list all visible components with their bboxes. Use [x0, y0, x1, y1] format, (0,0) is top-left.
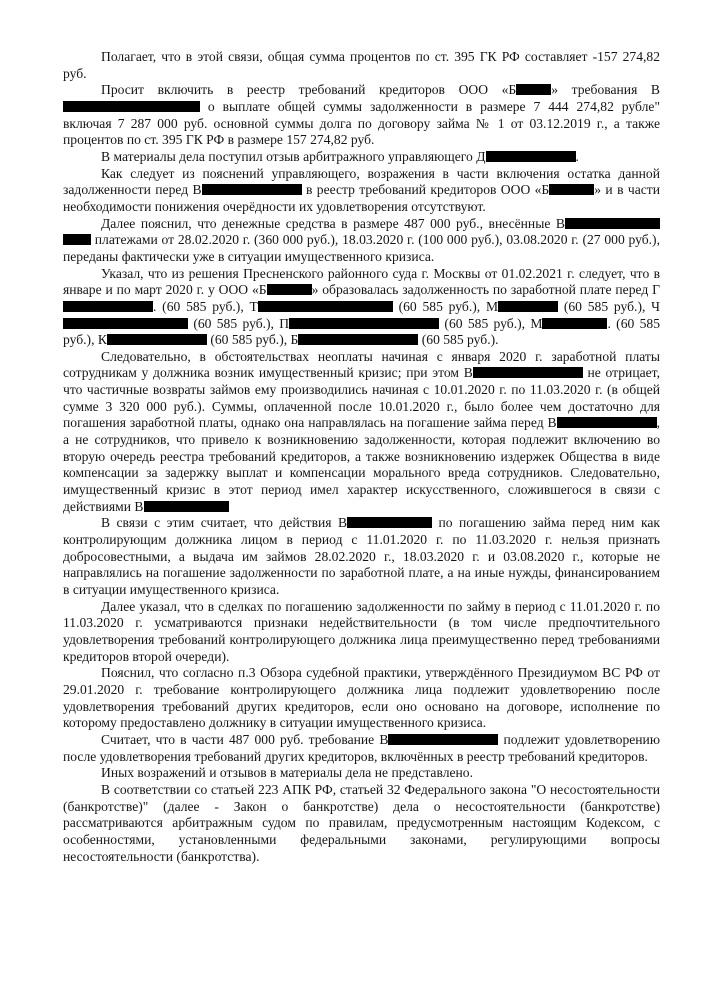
- text-run: (60 585 руб.), П: [188, 315, 290, 331]
- redaction-bar: [267, 284, 312, 295]
- redaction-bar: [298, 334, 418, 345]
- text-run: (60 585 руб.), М: [439, 315, 543, 331]
- redaction-bar: [498, 301, 558, 312]
- document-text-block: [63, 49, 660, 865]
- paragraph: [63, 166, 660, 216]
- paragraph: [63, 782, 660, 865]
- text-run: , а не сотрудников, что привело к возникновению задолженности, которая подлежит включению во вторую очередь реестра требований кредиторов, а также возникновению издержек Общества в виде компенсации за задержку выплат и компенсации морального вреда сотрудников. Следовательно, имущественный кризис в этот период имел характер искусственного, сложившегося в связи с действиями В: [63, 415, 660, 514]
- text-run: Просит включить в реестр требований кредиторов ООО «Б: [101, 82, 517, 98]
- redaction-bar: [549, 184, 594, 195]
- text-run: Пояснил, что согласно п.3 Обзора судебной практики, утверждённого Президиумом ВС РФ от 29.01.2020 г. требование контролирующего должника лица подлежит удовлетворению после удовлетворения требований других кредиторов, если оно основано на договоре, исполнение по которому предоставлено должнику в ситуации имущественного кризиса.: [63, 665, 660, 731]
- redaction-bar: [347, 517, 432, 528]
- redaction-bar: [63, 318, 188, 329]
- text-run: (60 585 руб.), М: [392, 298, 499, 314]
- text-run: Иных возражений и отзывов в материалы дела не представлено.: [101, 765, 473, 781]
- paragraph: [63, 82, 660, 149]
- text-run: В соответствии со статьей 223 АПК РФ, статьей 32 Федерального закона "О несостоятельности (банкротстве)" (далее - Закон о банкротстве) дела о несостоятельности (банкротстве) рассматриваются арбитражным судом по правилам, предусмотренным настоящим Кодексом, с особенностями, установленными федеральными законами, регулирующими вопросы несостоятельности (банкротства).: [63, 781, 660, 864]
- redaction-bar: [289, 318, 439, 329]
- text-run: по погашению займа перед ним как контролирующим должника лицом в период с 11.01.2020 г. по 11.03.2020 г. нельзя признать добросовестными, а выдача им займов 28.02.2020 г., 18.03.2020 г. и 03.08.2020 г., которые не направлялись на погашение задолженности по заработной плате, а на иные нужды, финансированием в ситуации имущественного кризиса.: [63, 515, 660, 597]
- paragraph: [63, 599, 660, 666]
- paragraph: [63, 266, 660, 349]
- text-run: Далее пояснил, что денежные средства в размере 487 000 руб., внесённые В: [101, 215, 565, 231]
- redaction-bar: [473, 367, 583, 378]
- text-run: Далее указал, что в сделках по погашению задолженности по займу в период с 11.01.2020 г. по 11.03.2020 г. усматриваются признаки недействительности (в том числе предпочтительного удовлетворения требований контролирующего должника лица преимущественно перед требованиями кредиторов второй очереди).: [63, 598, 660, 664]
- text-run: .: [575, 148, 579, 164]
- redaction-bar: [202, 184, 302, 195]
- text-run: . (60 585 руб.), К: [63, 315, 661, 348]
- text-run: Указал, что из решения Пресненского районного суда г. Москвы от 01.02.2021 г. следует, что в январе и по март 2020 г. у ООО «Б: [63, 265, 660, 298]
- text-run: (60 585 руб.), Б: [206, 332, 299, 348]
- text-run: . (60 585 руб.), Т: [153, 298, 258, 314]
- text-run: Как следует из пояснений управляющего, возражения в части включения остатка данной задолженности перед В: [63, 165, 660, 198]
- paragraph: [63, 49, 660, 82]
- text-run: Считает, что в части 487 000 руб. требование В: [101, 731, 389, 747]
- text-run: В материалы дела поступил отзыв арбитражного управляющего Д: [101, 148, 486, 164]
- text-run: платежами от 28.02.2020 г. (360 000 руб.), 18.03.2020 г. (100 000 руб.), 03.08.2020 г. (27 000 руб.), переданы фактически уже в ситуации имущественного кризиса.: [63, 232, 660, 264]
- text-run: в реестр требований кредиторов ООО «Б: [301, 182, 550, 198]
- text-run: Следовательно, в обстоятельствах неоплаты начиная с января 2020 г. заработной платы сотрудникам у должника возник имущественный кризис; при этом В: [63, 348, 660, 381]
- redaction-bar: [63, 234, 91, 245]
- text-run: » образовалась задолженность по заработной плате перед Г: [311, 282, 660, 298]
- redaction-bar: [144, 501, 229, 512]
- paragraph: [63, 765, 660, 782]
- redaction-bar: [107, 334, 207, 345]
- text-run: » требования В: [551, 82, 660, 98]
- redaction-bar: [63, 301, 153, 312]
- text-run: не отрицает, что частичные возвраты займов ему производились начиная с 10.01.2020 г. по 11.03.2020 г. (в общей сумме 3 320 000 руб.). Суммы, оплаченной после 10.01.2020 г., было более чем достаточно для погашения заработной платы, однако она направлялась на погашение займа перед В: [63, 365, 660, 431]
- redaction-bar: [388, 734, 498, 745]
- text-run: Полагает, что в этой связи, общая сумма процентов по ст. 395 ГК РФ составляет -157 274,82 руб.: [63, 49, 660, 81]
- paragraph: [63, 349, 660, 516]
- text-run: (60 585 руб.), Ч: [558, 298, 660, 314]
- redaction-bar: [542, 318, 607, 329]
- redaction-bar: [258, 301, 393, 312]
- redaction-bar: [557, 417, 657, 428]
- text-run: подлежит удовлетворению после удовлетворения требований других кредиторов, включённых в реестр требований кредиторов.: [63, 731, 660, 764]
- paragraph: [63, 216, 660, 266]
- paragraph: [63, 149, 660, 166]
- text-run: В связи с этим считает, что действия В: [101, 515, 348, 531]
- text-run: о выплате общей суммы задолженности в размере 7 444 274,82 рубле" включая 7 287 000 руб. основной суммы долга по договору займа № 1 от 03.12.2019 г., а также процентов по ст. 395 ГК РФ в размере 157 274,82 руб.: [63, 98, 660, 148]
- paragraph: [63, 515, 660, 598]
- text-run: » и в части необходимости понижения очерёдности их удовлетворения отсутствуют.: [63, 182, 660, 214]
- paragraph: [63, 732, 660, 765]
- redaction-bar: [565, 218, 660, 229]
- text-run: (60 585 руб.).: [418, 332, 499, 348]
- redaction-bar: [516, 84, 551, 95]
- paragraph: [63, 665, 660, 732]
- redaction-bar: [486, 151, 576, 162]
- redaction-bar: [63, 101, 200, 112]
